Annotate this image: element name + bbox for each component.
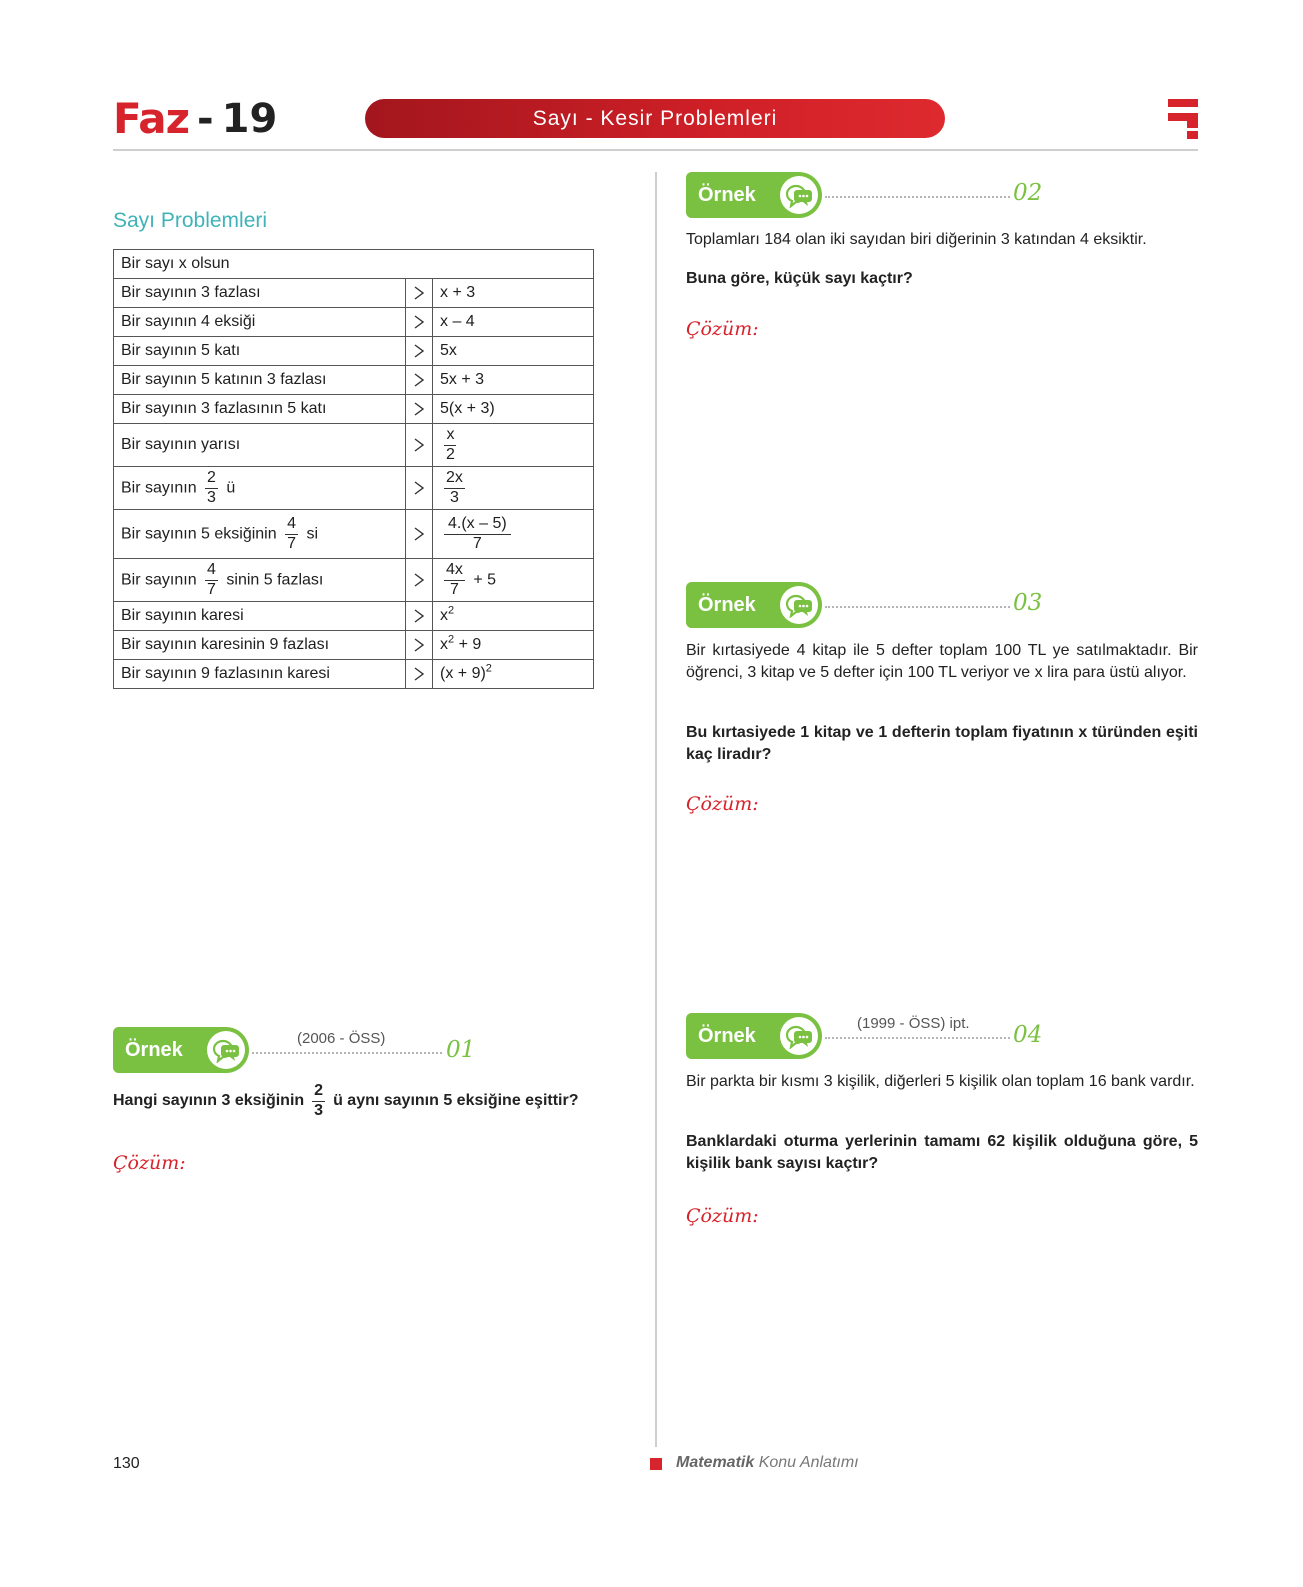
example-badge-01 [113,1027,249,1073]
cell-text: Bir sayının [121,479,197,497]
table-row [114,602,594,631]
fraction-denominator: 7 [207,580,216,598]
fraction-numerator: 4 [285,516,298,535]
example-badge-04 [686,1013,822,1059]
table-cell-right [433,424,594,467]
table-cell-right: x – 4 [433,308,594,337]
chevron-right-icon [406,631,433,660]
power-exponent: 2 [448,604,455,617]
speech-bubbles-icon [780,586,818,624]
example-text: Toplamları 184 olan iki sayıdan biri diğerinin 3 katından 4 eksiktir. [686,231,1147,248]
example-question: Banklardaki oturma yerlerinin tamamı 62 kişilik olduğuna göre, 5 kişilik bank sayısı kaçtır? [686,1133,1198,1172]
example-source: (2006 - ÖSS) [297,1030,386,1047]
speech-bubbles-icon [207,1031,245,1069]
fraction [285,516,298,553]
dotted-leader [825,196,1010,198]
logo-separator: - [197,96,214,142]
table-cell-left: Bir sayının 4 eksiği [114,308,406,337]
fraction-numerator: 2 [205,470,218,489]
speech-bubbles-icon [780,1017,818,1055]
solution-label: Çözüm: [113,1152,186,1174]
table-cell-right [433,631,594,660]
cell-text: si [306,525,319,543]
example-label: Örnek [698,593,756,616]
example-number: 01 [446,1037,476,1063]
fraction-numerator: 4x [444,562,465,581]
example-number: 03 [1013,590,1043,616]
cell-text: + 9 [458,636,482,653]
example-pill [686,1013,822,1059]
power-exponent: 2 [448,633,455,646]
example-text: Bir kırtasiyede 4 kitap ile 5 defter toplam 100 TL ye satılmaktadır. Bir öğrenci, 3 kitap ve 5 defter için 100 TL veriyor ve x lira para üstü alıyor. [686,642,1198,681]
table-row [114,631,594,660]
table-cell-right [433,602,594,631]
table-cell-left [114,467,406,510]
speech-bubbles-icon [780,176,818,214]
fraction-denominator: 3 [450,488,459,506]
fraction-denominator: 7 [450,580,459,598]
table-cell-left: Bir sayının karesinin 9 fazlası [114,631,406,660]
header-divider [113,149,1198,151]
example-pill [113,1027,249,1073]
chevron-right-icon [406,602,433,631]
chevron-right-icon [406,366,433,395]
example-badge-03 [686,582,822,628]
table-cell-left: Bir sayının 3 fazlasının 5 katı [114,395,406,424]
fraction [444,427,457,464]
fraction-numerator: 2x [444,470,465,489]
fraction-numerator: 4.(x – 5) [444,516,511,535]
fraction-denominator: 3 [314,1101,324,1119]
footer-subtitle: Konu Anlatımı [758,1454,859,1471]
table-row [114,510,594,559]
fraction [205,562,218,599]
chevron-right-icon [406,424,433,467]
table-row [114,395,594,424]
table-row [114,660,594,689]
footer-title [676,1454,859,1472]
brand-logo [113,94,278,143]
power-exponent: 2 [485,662,492,675]
cell-text: Bir sayının 5 eksiğinin [121,525,277,543]
dotted-leader [825,1037,1010,1039]
table-row [114,279,594,308]
solution-label: Çözüm: [686,1205,759,1227]
chevron-right-icon [406,559,433,602]
chevron-right-icon [406,337,433,366]
fraction-denominator: 2 [446,445,455,463]
fraction [444,470,465,507]
logo-number: 19 [221,96,278,142]
table-row [114,424,594,467]
chevron-right-icon [406,395,433,424]
page-number: 130 [113,1455,140,1472]
footer-square-icon [650,1458,662,1470]
table-cell-left: Bir sayının 5 katının 3 fazlası [114,366,406,395]
table-cell-right: x + 3 [433,279,594,308]
question-text: Hangi sayının 3 eksiğinin [113,1092,305,1110]
cell-text: + 5 [473,571,497,589]
table-cell-right: 5x + 3 [433,366,594,395]
fraction-numerator: 2 [312,1083,325,1102]
dotted-leader [252,1052,442,1054]
table-cell-right [433,559,594,602]
fraction [205,470,218,507]
chevron-right-icon [406,279,433,308]
table-header: Bir sayı x olsun [114,250,594,279]
chapter-title: Sayı - Kesir Problemleri [365,99,945,138]
table-cell-left: Bir sayının karesi [114,602,406,631]
power-base: x [440,636,448,653]
number-expressions-table [113,249,594,689]
chevron-right-icon [406,308,433,337]
cell-text: ü [226,479,236,497]
corner-logo-icon [1168,99,1198,139]
example-label: Örnek [698,1024,756,1047]
solution-label: Çözüm: [686,318,759,340]
table-row [114,337,594,366]
example-label: Örnek [698,183,756,206]
dotted-leader [825,606,1010,608]
table-row [114,559,594,602]
example-pill [686,172,822,218]
chevron-right-icon [406,660,433,689]
table-row [114,308,594,337]
cell-text: sinin 5 fazlası [226,571,324,589]
table-cell-right: 5x [433,337,594,366]
fraction [444,562,465,599]
example-badge-02 [686,172,822,218]
example-source: (1999 - ÖSS) ipt. [857,1015,970,1032]
table-cell-left [114,559,406,602]
example-number: 02 [1013,180,1043,206]
example-question: Bu kırtasiyede 1 kitap ve 1 defterin toplam fiyatının x türünden eşiti kaç liradır? [686,724,1198,763]
table-cell-left: Bir sayının 5 katı [114,337,406,366]
table-cell-right [433,467,594,510]
fraction [312,1083,325,1120]
table-row [114,366,594,395]
example-text: Bir parkta bir kısmı 3 kişilik, diğerleri 5 kişilik olan toplam 16 bank vardır. [686,1073,1195,1090]
footer-subject: Matematik [676,1454,755,1471]
table-cell-left: Bir sayının 3 fazlası [114,279,406,308]
table-cell-right [433,660,594,689]
table-cell-left: Bir sayının 9 fazlasının karesi [114,660,406,689]
fraction-denominator: 7 [472,534,482,552]
table-header-row [114,250,594,279]
table-row [114,467,594,510]
solution-label: Çözüm: [686,793,759,815]
column-divider [655,172,657,1447]
power-base: (x + 9) [440,665,486,682]
table-cell-right: 5(x + 3) [433,395,594,424]
table-cell-right [433,510,594,559]
example-label: Örnek [125,1038,183,1061]
logo-word: Faz [113,94,190,143]
fraction-denominator: 3 [207,488,216,506]
fraction-numerator: 4 [205,562,218,581]
example-number: 04 [1013,1022,1043,1048]
question-text: ü aynı sayının 5 eksiğine eşittir? [333,1092,579,1110]
chevron-right-icon [406,467,433,510]
fraction-denominator: 7 [287,534,296,552]
example-pill [686,582,822,628]
cell-text: Bir sayının [121,571,197,589]
power-base: x [440,607,448,624]
table-cell-left [114,510,406,559]
example-question [113,1083,623,1120]
example-question: Buna göre, küçük sayı kaçtır? [686,270,913,287]
fraction [444,516,511,553]
fraction-numerator: x [444,427,456,446]
section-title: Sayı Problemleri [113,209,268,232]
table-cell-left: Bir sayının yarısı [114,424,406,467]
chevron-right-icon [406,510,433,559]
